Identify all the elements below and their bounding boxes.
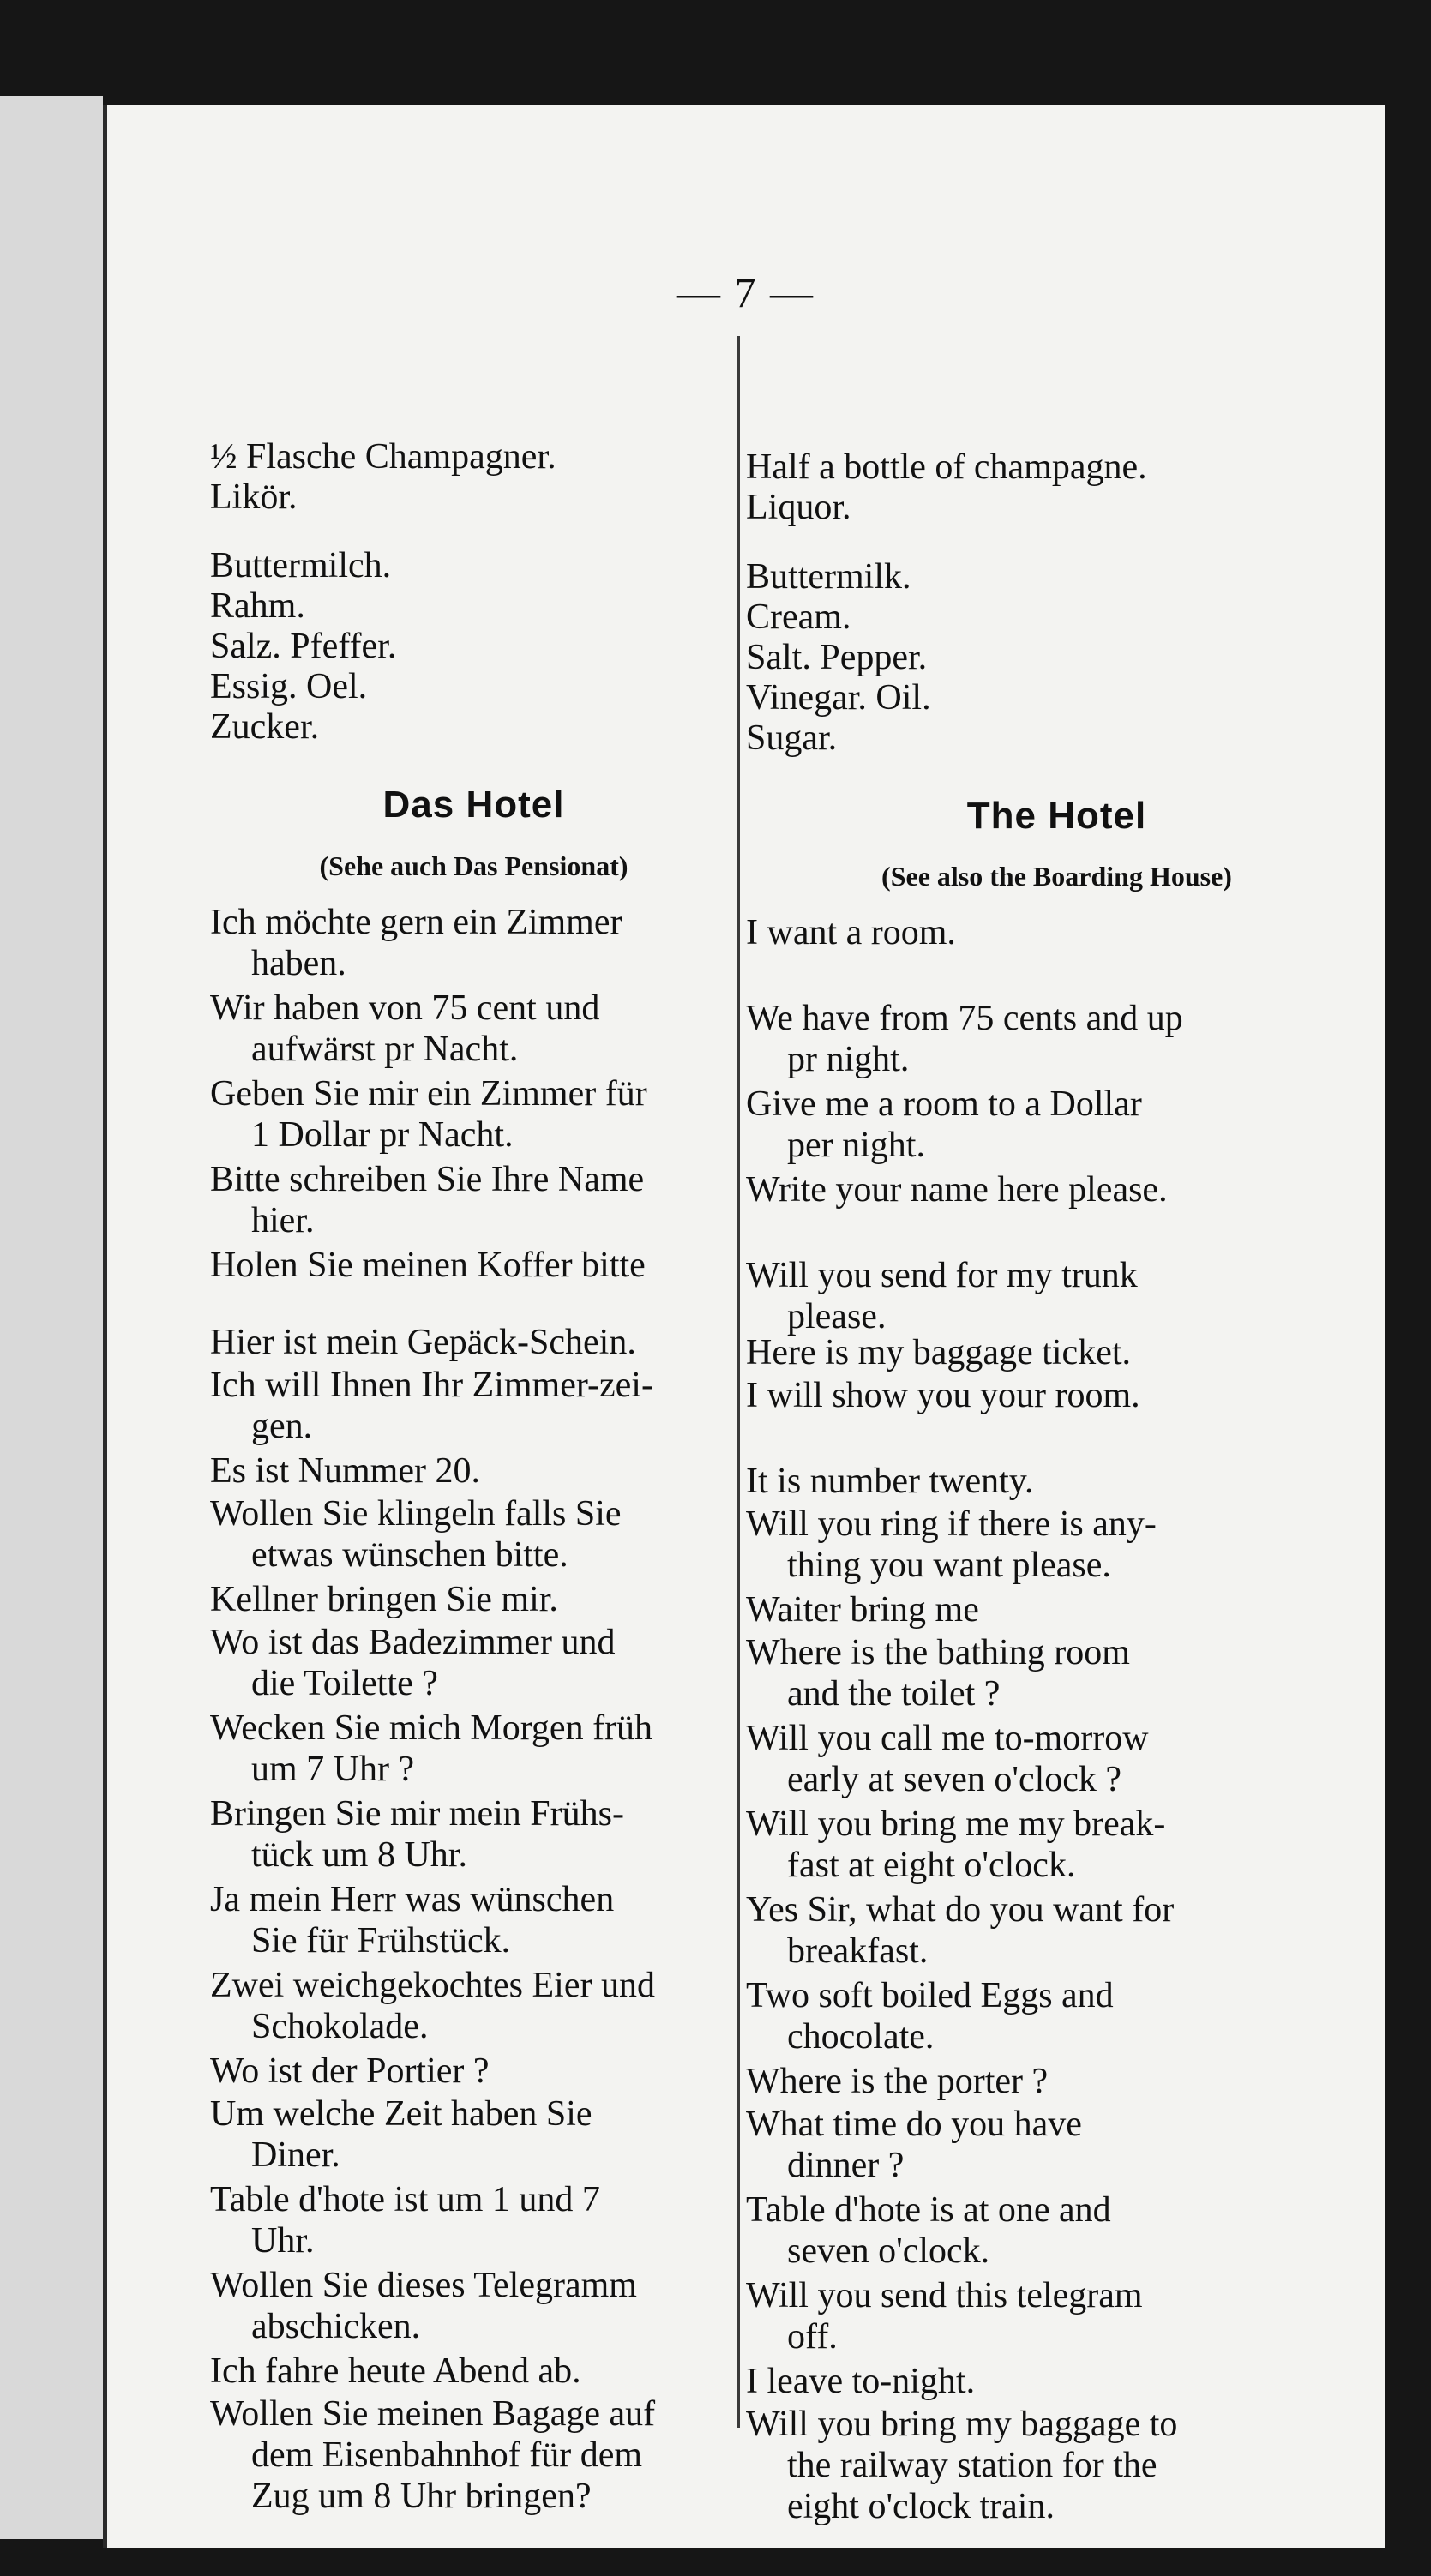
page-number: — 7 — bbox=[677, 268, 815, 316]
english-phrase bbox=[746, 1975, 1368, 2057]
english-phrase-continuation: thing you want please. bbox=[787, 1546, 1111, 1585]
english-phrase-continuation: off. bbox=[787, 2317, 838, 2357]
german-phrase-continuation: haben. bbox=[251, 944, 346, 983]
english-item: Buttermilk. bbox=[746, 557, 911, 597]
german-phrase bbox=[210, 1322, 737, 1363]
german-phrase bbox=[210, 2179, 737, 2261]
previous-page-edge bbox=[0, 96, 103, 2539]
german-items bbox=[210, 546, 737, 748]
german-phrase-line: Table d'hote ist um 1 und 7 bbox=[210, 2180, 600, 2219]
book-page bbox=[103, 105, 1385, 2548]
english-phrase bbox=[746, 1332, 1368, 1373]
english-phrase bbox=[746, 1375, 1368, 1416]
german-phrase bbox=[210, 1073, 737, 1156]
english-phrase bbox=[746, 2275, 1368, 2357]
english-phrase bbox=[746, 1255, 1368, 1337]
german-phrase bbox=[210, 988, 737, 1070]
english-phrase-continuation: fast at eight o'clock. bbox=[787, 1846, 1076, 1885]
english-phrase-continuation: breakfast. bbox=[787, 1931, 929, 1971]
german-intro-line: ½ Flasche Champagner. bbox=[210, 437, 556, 477]
german-phrase-line: Wo ist das Badezimmer und bbox=[210, 1623, 616, 1662]
english-phrase-line: Write your name here please. bbox=[746, 1170, 1168, 1210]
german-phrase-continuation: aufwärst pr Nacht. bbox=[251, 1030, 519, 1069]
german-phrase-continuation: etwas wünschen bitte. bbox=[251, 1535, 568, 1575]
german-phrase-continuation: 1 Dollar pr Nacht. bbox=[251, 1115, 514, 1155]
english-phrase-line: We have from 75 cents and up bbox=[746, 999, 1183, 1038]
english-phrase-continuation: please. bbox=[787, 1297, 887, 1336]
english-phrase bbox=[746, 2404, 1368, 2527]
german-phrase bbox=[210, 1493, 737, 1576]
german-item: Salz. Pfeffer. bbox=[210, 627, 397, 666]
english-phrase-line: I want a room. bbox=[746, 913, 956, 952]
english-phrase-line: Will you send this telegram bbox=[746, 2276, 1143, 2315]
english-phrase-line: Waiter bring me bbox=[746, 1590, 979, 1630]
german-phrase-line: Kellner bringen Sie mir. bbox=[210, 1580, 558, 1619]
german-phrase-line: Hier ist mein Gepäck-Schein. bbox=[210, 1323, 636, 1362]
english-phrase bbox=[746, 2361, 1368, 2402]
german-phrase-line: Holen Sie meinen Koffer bitte bbox=[210, 1246, 646, 1285]
english-section-subheading: (See also the Boarding House) bbox=[881, 861, 1232, 892]
english-item: Salt. Pepper. bbox=[746, 638, 928, 677]
english-phrase bbox=[746, 1632, 1368, 1714]
german-phrase bbox=[210, 2051, 737, 2092]
english-phrase-line: Give me a room to a Dollar bbox=[746, 1084, 1142, 1124]
english-phrase bbox=[746, 1169, 1368, 1210]
german-item: Buttermilch. bbox=[210, 546, 392, 585]
german-phrase bbox=[210, 2393, 737, 2517]
english-phrase-line: I leave to-night. bbox=[746, 2362, 976, 2401]
english-phrase-line: Will you ring if there is any- bbox=[746, 1504, 1157, 1544]
german-phrase-continuation: Uhr. bbox=[251, 2221, 315, 2261]
english-phrase-line: Where is the porter ? bbox=[746, 2062, 1049, 2101]
german-phrase-line: Ja mein Herr was wünschen bbox=[210, 1880, 615, 1919]
german-phrase bbox=[210, 1793, 737, 1876]
english-phrase-line: Yes Sir, what do you want for bbox=[746, 1890, 1175, 1930]
german-phrase bbox=[210, 2351, 737, 2392]
english-phrase bbox=[746, 1589, 1368, 1630]
english-phrase-continuation: early at seven o'clock ? bbox=[787, 1760, 1122, 1799]
german-phrase bbox=[210, 1879, 737, 1961]
column-divider bbox=[737, 336, 740, 2428]
german-phrase-line: Geben Sie mir ein Zimmer für bbox=[210, 1074, 647, 1114]
english-phrase-line: Where is the bathing room bbox=[746, 1633, 1130, 1672]
german-item: Zucker. bbox=[210, 707, 320, 747]
german-phrase bbox=[210, 1365, 737, 1447]
german-phrase-line: Wollen Sie klingeln falls Sie bbox=[210, 1494, 622, 1534]
german-phrase-line: Wollen Sie meinen Bagage auf bbox=[210, 2394, 656, 2434]
german-section-subheading: (Sehe auch Das Pensionat) bbox=[319, 850, 628, 881]
german-phrase-line: Ich möchte gern ein Zimmer bbox=[210, 903, 622, 942]
german-phrase-continuation: Sie für Frühstück. bbox=[251, 1921, 511, 1961]
german-phrase bbox=[210, 2265, 737, 2347]
german-intro bbox=[210, 437, 737, 518]
english-item: Sugar. bbox=[746, 718, 838, 758]
english-intro-line: Liquor. bbox=[746, 488, 851, 527]
german-phrase-continuation: Diner. bbox=[251, 2135, 340, 2175]
english-phrase-line: I will show you your room. bbox=[746, 1376, 1140, 1415]
german-phrase-continuation: die Toilette ? bbox=[251, 1664, 438, 1703]
german-phrase-continuation: abschicken. bbox=[251, 2307, 421, 2346]
english-phrase bbox=[746, 2104, 1368, 2186]
german-phrase-continuation: hier. bbox=[251, 1201, 315, 1240]
german-phrase-line: Ich will Ihnen Ihr Zimmer-zei- bbox=[210, 1366, 653, 1405]
english-phrase-continuation: and the toilet ? bbox=[787, 1674, 1001, 1714]
german-item: Essig. Oel. bbox=[210, 667, 368, 706]
german-intro-line: Likör. bbox=[210, 477, 298, 517]
german-phrase bbox=[210, 902, 737, 984]
german-phrase-continuation: um 7 Uhr ? bbox=[251, 1750, 415, 1789]
english-item: Vinegar. Oil. bbox=[746, 678, 931, 718]
english-items bbox=[746, 557, 1368, 759]
english-phrase bbox=[746, 1718, 1368, 1800]
english-intro bbox=[746, 447, 1368, 528]
german-phrase bbox=[210, 1965, 737, 2047]
german-section-heading: Das Hotel bbox=[382, 784, 565, 826]
english-phrase bbox=[746, 1504, 1368, 1586]
english-phrase bbox=[746, 912, 1368, 953]
english-phrase-line: Here is my baggage ticket. bbox=[746, 1333, 1131, 1372]
english-phrase bbox=[746, 1889, 1368, 1972]
german-phrase bbox=[210, 1245, 737, 1286]
english-phrase-line: What time do you have bbox=[746, 2105, 1082, 2144]
german-phrase-line: Bringen Sie mir mein Frühs- bbox=[210, 1794, 624, 1834]
english-phrase-line: Will you bring me my break- bbox=[746, 1804, 1166, 1844]
german-phrase-continuation: dem Eisenbahnhof für dem bbox=[251, 2435, 643, 2475]
german-phrase-line: Wir haben von 75 cent und bbox=[210, 988, 600, 1028]
german-phrase bbox=[210, 1622, 737, 1704]
german-phrase-continuation: Zug um 8 Uhr bringen? bbox=[251, 2477, 592, 2516]
english-phrase bbox=[746, 1084, 1368, 1166]
german-phrase bbox=[210, 1579, 737, 1620]
english-phrase-continuation: eight o'clock train. bbox=[787, 2487, 1055, 2526]
english-phrase-line: Will you bring my baggage to bbox=[746, 2405, 1178, 2444]
german-phrase-continuation: tück um 8 Uhr. bbox=[251, 1835, 467, 1875]
english-phrase-line: Will you call me to-morrow bbox=[746, 1719, 1149, 1758]
german-phrase bbox=[210, 1159, 737, 1241]
english-phrase-continuation: per night. bbox=[787, 1126, 925, 1165]
german-phrase-line: Wecken Sie mich Morgen früh bbox=[210, 1708, 653, 1748]
english-phrase-continuation: chocolate. bbox=[787, 2017, 935, 2057]
german-phrase-line: Bitte schreiben Sie Ihre Name bbox=[210, 1160, 645, 1199]
english-phrase bbox=[746, 1461, 1368, 1502]
german-phrase bbox=[210, 1450, 737, 1492]
english-item: Cream. bbox=[746, 597, 851, 637]
english-phrase-line: Two soft boiled Eggs and bbox=[746, 1976, 1114, 2015]
german-phrase bbox=[210, 1708, 737, 1790]
german-item: Rahm. bbox=[210, 586, 305, 626]
english-phrase-line: Will you send for my trunk bbox=[746, 1256, 1138, 1295]
german-phrase-line: Zwei weichgekochtes Eier und bbox=[210, 1966, 655, 2005]
english-phrase-line: Table d'hote is at one and bbox=[746, 2190, 1111, 2230]
english-phrase bbox=[746, 2061, 1368, 2102]
english-phrase bbox=[746, 2189, 1368, 2272]
english-section-heading: The Hotel bbox=[966, 795, 1147, 837]
english-phrase-continuation: pr night. bbox=[787, 1040, 910, 1079]
german-phrase bbox=[210, 2093, 737, 2176]
english-intro-line: Half a bottle of champagne. bbox=[746, 447, 1147, 487]
english-phrase-line: It is number twenty. bbox=[746, 1462, 1034, 1501]
english-phrase-continuation: dinner ? bbox=[787, 2146, 905, 2185]
german-phrase-continuation: Schokolade. bbox=[251, 2007, 429, 2046]
english-phrase bbox=[746, 1804, 1368, 1886]
english-phrase-continuation: the railway station for the bbox=[787, 2446, 1157, 2485]
german-phrase-line: Wollen Sie dieses Telegramm bbox=[210, 2266, 637, 2305]
german-phrase-line: Es ist Nummer 20. bbox=[210, 1451, 480, 1491]
german-phrase-line: Wo ist der Portier ? bbox=[210, 2051, 490, 2091]
german-phrase-continuation: gen. bbox=[251, 1407, 313, 1446]
english-phrase-continuation: seven o'clock. bbox=[787, 2231, 990, 2271]
german-phrase-line: Um welche Zeit haben Sie bbox=[210, 2094, 592, 2134]
german-phrase-line: Ich fahre heute Abend ab. bbox=[210, 2351, 581, 2391]
english-phrase bbox=[746, 998, 1368, 1080]
